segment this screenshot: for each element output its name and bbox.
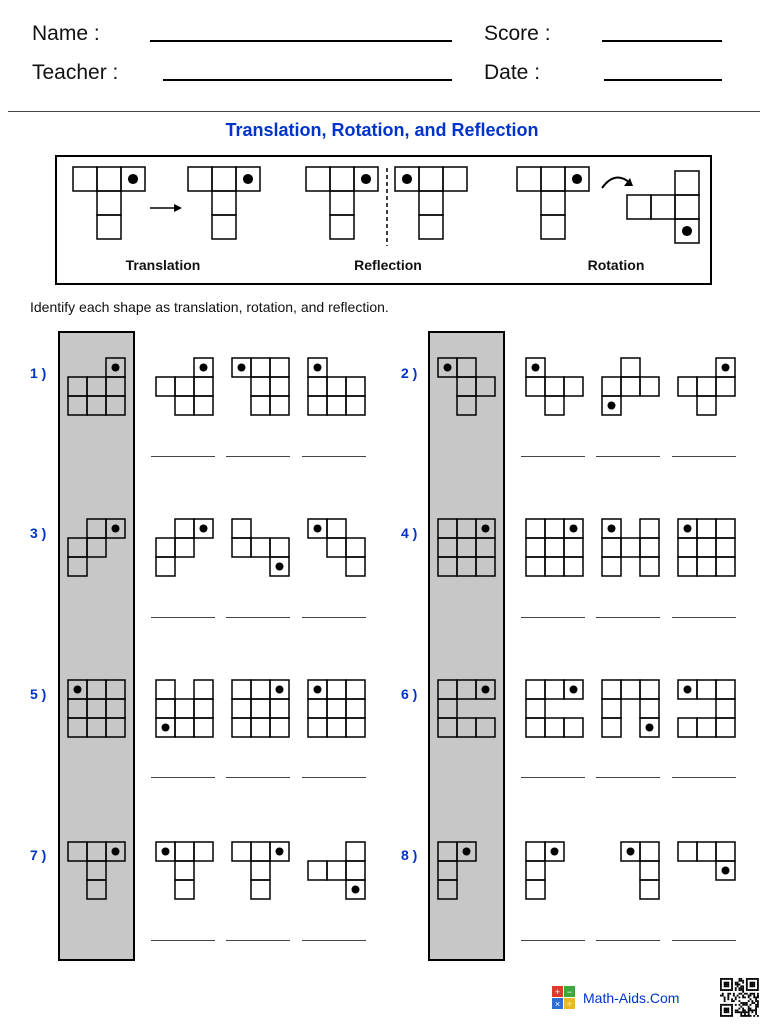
teacher-label: Teacher : [32, 61, 119, 84]
svg-text:÷: ÷ [567, 999, 572, 1009]
problem-number-3: 3 ) [30, 525, 47, 541]
page-title: Translation, Rotation, and Reflection [225, 120, 539, 140]
score-label: Score : [484, 22, 551, 45]
problem-number-4: 4 ) [401, 525, 418, 541]
svg-text:+: + [554, 987, 561, 997]
problem-number-5: 5 ) [30, 686, 47, 702]
instructions: Identify each shape as translation, rotation, and reflection. [30, 299, 389, 315]
example-label-rotation: Rotation [587, 257, 645, 273]
problem-number-1: 1 ) [30, 365, 47, 381]
problem-number-6: 6 ) [401, 686, 418, 702]
example-label-reflection: Reflection [354, 257, 422, 273]
example-label-translation: Translation [125, 257, 201, 273]
brand-link[interactable]: Math-Aids.Com [583, 990, 680, 1006]
svg-text:−: − [566, 987, 573, 997]
problem-number-2: 2 ) [401, 365, 418, 381]
problem-number-8: 8 ) [401, 847, 418, 863]
calculator-icon [552, 986, 575, 1009]
date-label: Date : [484, 61, 541, 84]
svg-text:×: × [554, 999, 561, 1009]
problem-number-7: 7 ) [30, 847, 47, 863]
name-label: Name : [32, 22, 100, 45]
qr-code-icon [720, 978, 759, 1017]
